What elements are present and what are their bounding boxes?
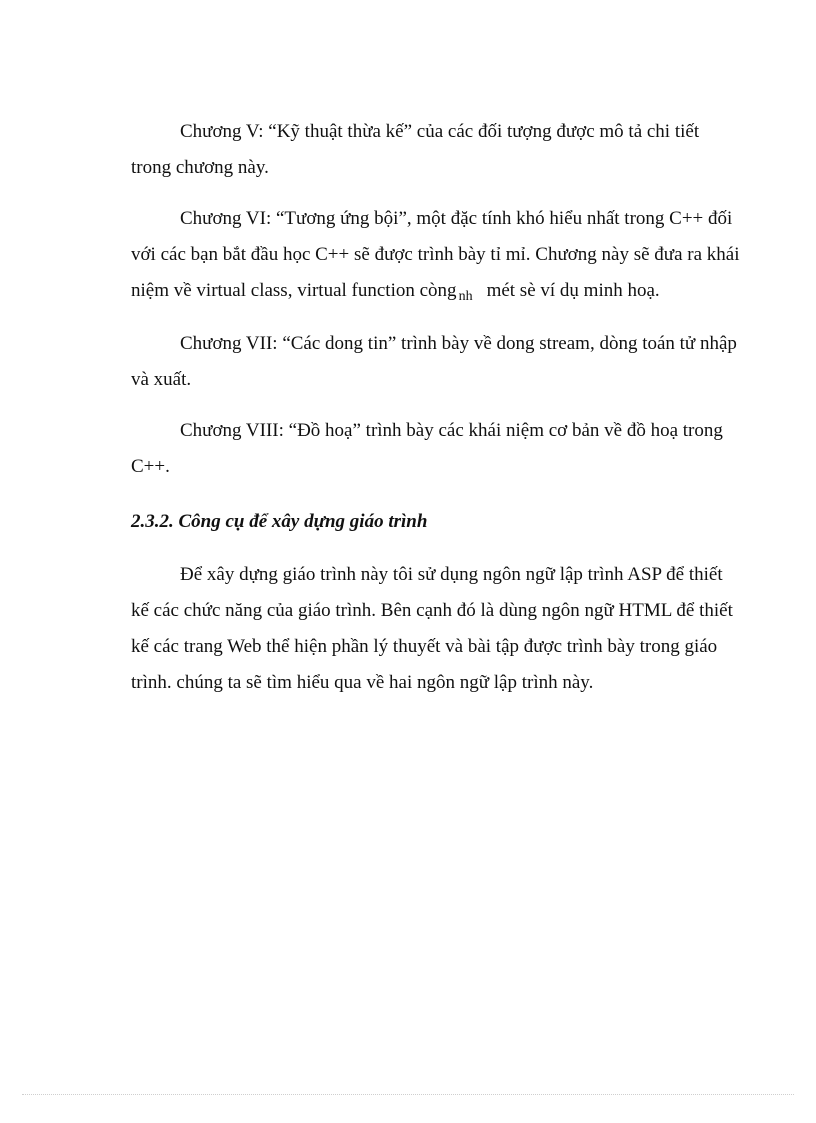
page-bottom-divider — [22, 1094, 794, 1095]
paragraph-chuong-vi-text-a: Chương VI: “Tương ứng bội”, một đặc tính khó hiểu nhất trong C++ đối với các bạn bắt đầu học C++ sẽ được trình bày tỉ mỉ. Chương này sẽ đưa ra khái niệm về virtual class, virtual function còng — [131, 208, 740, 301]
section-heading: 2.3.2. Công cụ để xây dựng giáo trình — [131, 511, 428, 532]
paragraph-section-body: Để xây dựng giáo trình này tôi sử dụng ngôn ngữ lập trình ASP để thiết kế các chức năng của giáo trình. Bên cạnh đó là dùng ngôn ngữ HTML để thiết kế các trang Web thể hiện phần lý thuyết và bài tập được trình bày trong giáo trình. chúng ta sẽ tìm hiểu qua về hai ngôn ngữ lập trình này. — [131, 564, 733, 693]
paragraph-chuong-viii: Chương VIII: “Đồ hoạ” trình bày các khái niệm cơ bản về đồ hoạ trong C++. — [131, 420, 723, 477]
paragraph-chuong-vi — [131, 201, 741, 311]
paragraph-chuong-v: Chương V: “Kỹ thuật thừa kế” của các đối tượng được mô tả chi tiết trong chương này. — [131, 121, 700, 178]
paragraph-chuong-vi-text-b: mét sè ví dụ minh hoạ. — [486, 280, 660, 301]
paragraph-chuong-vii: Chương VII: “Các dong tin” trình bày về dong stream, dòng toán tử nhập và xuất. — [131, 333, 737, 390]
paragraph-chuong-vi-subscript: nh — [458, 289, 473, 304]
